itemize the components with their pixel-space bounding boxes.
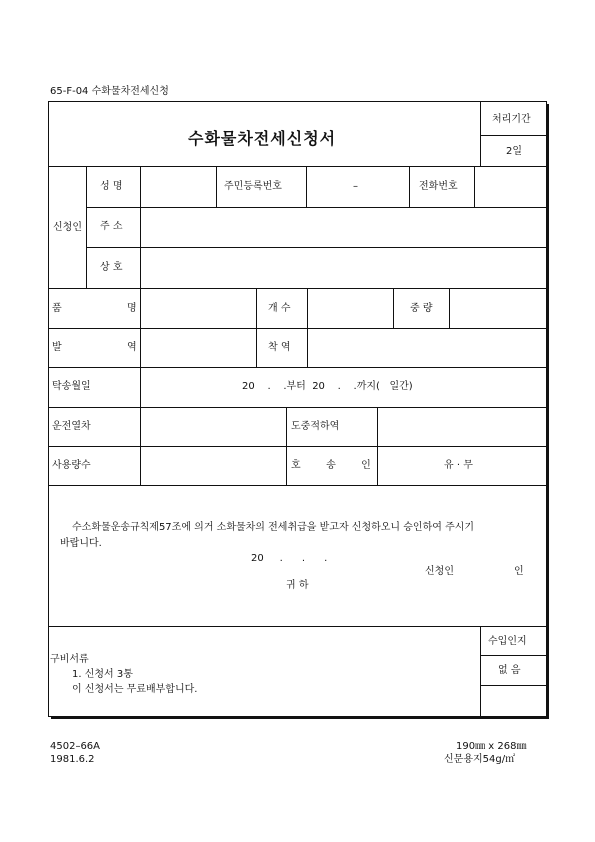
applicant-label: 신청인: [53, 222, 82, 233]
form-title: 수화물차전세신청서: [188, 129, 337, 148]
escort-label: 호 송 인: [291, 460, 371, 471]
item-name-label-b: 명: [127, 303, 137, 314]
statement-date: 20 . . .: [251, 553, 328, 564]
addressee: 귀 하: [286, 580, 309, 591]
departure-label-b: 역: [127, 342, 137, 353]
address-label: 주 소: [100, 221, 123, 232]
usage-count-label: 사용량수: [52, 460, 91, 471]
name-label: 성 명: [100, 181, 123, 192]
statement-line-1: 수소화물운송규칙제57조에 의거 소화물차의 전세취급을 받고자 신청하오니 승인하여 주시기: [72, 522, 475, 533]
footer-paper-type: 신문용지54g/㎡: [444, 754, 516, 765]
footer-paper-size: 190㎜ x 268㎜: [456, 741, 527, 752]
arrival-label: 착 역: [268, 342, 291, 353]
item-name-label-a: 품: [52, 303, 62, 314]
free-distribution-note: 이 신청서는 무료배부합니다.: [72, 684, 198, 695]
resident-id-dash: –: [353, 181, 358, 192]
shipping-period-value: 20 . .부터 20 . .까지( 일간): [242, 381, 413, 392]
revenue-stamp-value: 없 음: [498, 665, 521, 676]
weight-label: 중 량: [410, 303, 433, 314]
resident-id-label: 주민등록번호: [224, 181, 282, 192]
footer-form-number: 4502–66A: [50, 741, 101, 752]
departure-label-a: 발: [52, 342, 62, 353]
count-label: 개 수: [268, 303, 291, 314]
business-name-label: 상 호: [100, 262, 123, 273]
train-label: 운전열차: [52, 421, 91, 432]
processing-period-label: 처리기간: [492, 114, 531, 125]
shipping-date-label: 탁송월일: [52, 381, 91, 392]
statement-line-2: 바랍니다.: [60, 538, 102, 549]
required-documents-label: 구비서류: [50, 654, 89, 665]
max-load-label: 도중적하역: [291, 421, 340, 432]
processing-period-value: 2일: [506, 146, 523, 157]
form-code: 65-F-04 수화물차전세신청: [50, 86, 169, 97]
footer-date: 1981.6.2: [50, 754, 95, 765]
required-document-1: 1. 신청서 3통: [72, 669, 133, 680]
seal-mark: 인: [514, 566, 524, 577]
escort-value: 유 · 무: [444, 460, 473, 471]
signer-label: 신청인: [425, 566, 454, 577]
phone-label: 전화번호: [419, 181, 458, 192]
revenue-stamp-label: 수입인지: [488, 636, 527, 647]
